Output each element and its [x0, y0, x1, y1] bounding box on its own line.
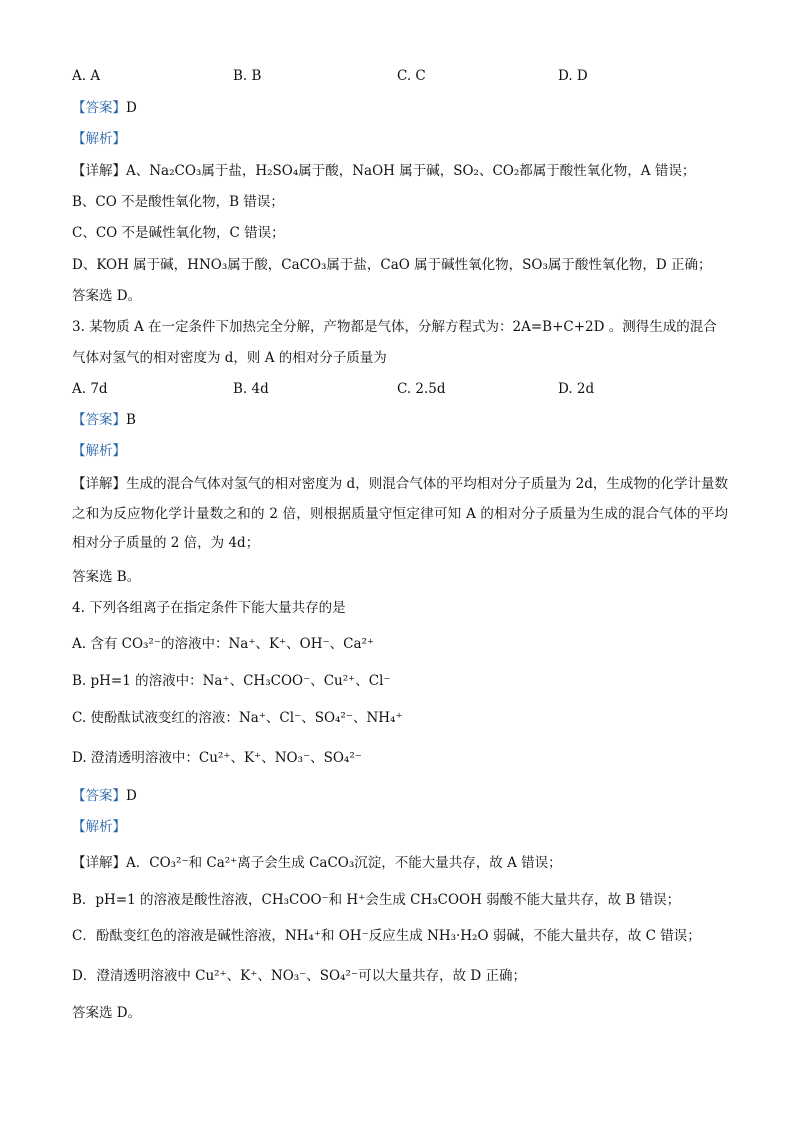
q3-option-d: D. 2d [558, 381, 595, 397]
q3-option-b: B. 4d [233, 381, 269, 397]
q2-detail-line-4: D、KOH 属于碱，HNO₃属于酸，CaCO₃属于盐，CaO 属于碱性氧化物，SO₃属于酸性氧化物，D 正确； [72, 257, 712, 273]
q3-option-c: C. 2.5d [397, 381, 446, 397]
q2-options [72, 67, 732, 85]
q3-options [72, 380, 732, 398]
analysis-tag: 【解析】 [72, 131, 126, 147]
q4-answer-value: D [126, 788, 137, 804]
q3-analysis-heading [72, 442, 126, 460]
q3-stem-line-2: 气体对氢气的相对密度为 d，则 A 的相对分子质量为 [72, 350, 387, 366]
q2-option-c: C. C [397, 68, 426, 84]
detail-tag: 【详解】 [72, 163, 126, 179]
answer-tag: 【答案】 [72, 100, 126, 116]
q4-conclusion: 答案选 D。 [72, 1005, 142, 1021]
q4-option-b: B. pH=1 的溶液中：Na⁺、CH₃COO⁻、Cu²⁺、Cl⁻ [72, 673, 391, 689]
q4-stem: 4. 下列各组离子在指定条件下能大量共存的是 [72, 600, 346, 616]
q4-detail-line-3: C．酚酞变红色的溶液是碱性溶液，NH₄⁺和 OH⁻反应生成 NH₃·H₂O 弱碱，不能大量共存，故 C 错误； [72, 928, 701, 944]
analysis-tag: 【解析】 [72, 443, 126, 459]
q4-option-a: A. 含有 CO₃²⁻的溶液中：Na⁺、K⁺、OH⁻、Ca²⁺ [72, 636, 375, 652]
q2-option-d: D. D [558, 68, 588, 84]
q4-answer [72, 787, 137, 805]
q2-detail-line-3: C、CO 不是碱性氧化物，C 错误； [72, 225, 285, 241]
q2-detail-line-1: 【详解】A、Na₂CO₃属于盐，H₂SO₄属于酸，NaOH 属于碱，SO₂、CO₂都属于酸性氧化物，A 错误； [72, 163, 696, 179]
q2-answer [72, 99, 137, 117]
q4-detail-line-1: 【详解】A．CO₃²⁻和 Ca²⁺离子会生成 CaCO₃沉淀，不能大量共存，故 A 错误； [72, 855, 562, 871]
q2-answer-value: D [126, 100, 137, 116]
q4-analysis-heading [72, 818, 126, 836]
q4-option-d: D. 澄清透明溶液中：Cu²⁺、K⁺、NO₃⁻、SO₄²⁻ [72, 750, 362, 766]
q2-option-b: B. B [233, 68, 262, 84]
answer-tag: 【答案】 [72, 412, 126, 428]
q2-analysis-heading [72, 130, 126, 148]
q3-detail-paragraph: 【详解】生成的混合气体对氢气的相对密度为 d，则混合气体的平均相对分子质量为 2d，生成物的化学计量数之和为反应物化学计量数之和的 2 倍，则根据质量守恒定律可知 A 的相对分子质量为生成的混合气体的平均相对分子质量的 2 倍，为 4d； [72, 476, 729, 551]
q2-detail-line-2: B、CO 不是酸性氧化物，B 错误； [72, 194, 284, 210]
q4-detail-line-2: B．pH=1 的溶液是酸性溶液，CH₃COO⁻和 H⁺会生成 CH₃COOH 弱酸不能大量共存，故 B 错误； [72, 892, 681, 908]
q4-option-c: C. 使酚酞试液变红的溶液：Na⁺、Cl⁻、SO₄²⁻、NH₄⁺ [72, 710, 403, 726]
q2-option-a: A. A [72, 68, 101, 84]
q2-conclusion: 答案选 D。 [72, 288, 142, 304]
q3-conclusion: 答案选 B。 [72, 569, 141, 585]
q4-detail-line-4: D．澄清透明溶液中 Cu²⁺、K⁺、NO₃⁻、SO₄²⁻可以大量共存，故 D 正确； [72, 968, 526, 984]
q3-stem-line-1: 3. 某物质 A 在一定条件下加热完全分解，产物都是气体，分解方程式为：2A=B+C+2D 。测得生成的混合 [72, 319, 717, 335]
answer-tag: 【答案】 [72, 788, 126, 804]
detail-tag: 【详解】 [72, 476, 127, 492]
q3-answer [72, 411, 136, 429]
analysis-tag: 【解析】 [72, 819, 126, 835]
q3-option-a: A. 7d [72, 381, 108, 397]
q3-answer-value: B [126, 412, 136, 428]
detail-tag: 【详解】 [72, 855, 126, 871]
